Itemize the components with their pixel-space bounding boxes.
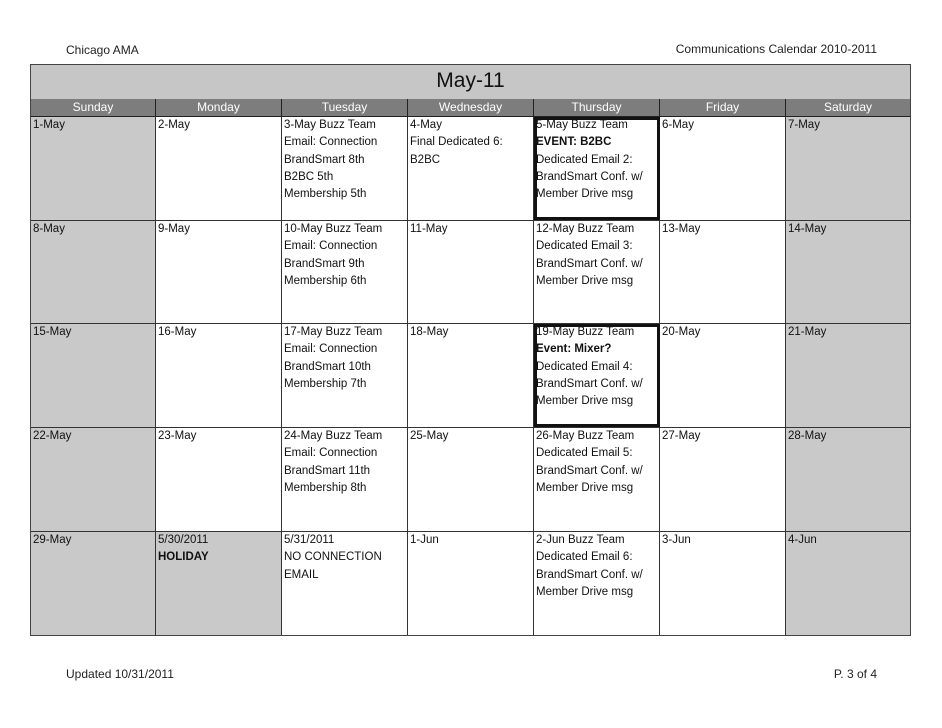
day-date-label: 22-May <box>33 430 72 442</box>
day-entry-line: EVENT: B2BC <box>536 136 612 149</box>
day-cell <box>31 221 156 323</box>
week-row <box>31 532 910 635</box>
day-entry-line: Dedicated Email 6: <box>536 551 633 564</box>
day-entry-line: Dedicated Email 4: <box>536 360 633 373</box>
page-number: P. 3 of 4 <box>833 667 877 681</box>
day-cell <box>156 532 282 635</box>
day-entry-line: B2BC 5th <box>284 170 334 183</box>
day-date-label: 26-May Buzz Team <box>536 430 635 442</box>
day-date-label: 4-May <box>410 119 442 131</box>
day-entry-line: NO CONNECTION <box>284 551 382 564</box>
calendar-grid <box>30 64 911 636</box>
day-date-label: 6-May <box>662 119 694 131</box>
day-entry-line: Final Dedicated 6: <box>410 136 503 149</box>
weeks-container <box>31 117 910 635</box>
day-date-label: 5/31/2011 <box>284 534 335 546</box>
day-date-label: 3-May Buzz Team <box>284 119 376 131</box>
day-date-label: 20-May <box>662 326 701 338</box>
day-entry-line: Member Drive msg <box>536 274 634 287</box>
day-entry-line: Dedicated Email 5: <box>536 447 633 460</box>
month-title: May-11 <box>436 69 505 92</box>
day-cell <box>660 117 786 220</box>
day-date-label: 7-May <box>788 119 820 131</box>
day-date-label: 1-May <box>33 119 65 131</box>
day-cell <box>534 532 660 635</box>
day-cell <box>786 532 910 635</box>
day-cell <box>156 221 282 323</box>
day-cell <box>660 532 786 635</box>
day-entry-line: HOLIDAY <box>158 551 209 564</box>
day-entry-line: Event: Mixer? <box>536 343 612 356</box>
day-entry-line: BrandSmart 10th <box>284 360 371 373</box>
day-cell <box>408 117 534 220</box>
day-date-label: 28-May <box>788 430 827 442</box>
day-date-label: 23-May <box>158 430 197 442</box>
week-row <box>31 324 910 428</box>
day-entry-line: Membership 6th <box>284 274 367 287</box>
day-date-label: 11-May <box>410 223 448 235</box>
day-cell <box>786 221 910 323</box>
day-date-label: 29-May <box>33 534 72 546</box>
day-entry-line: EMAIL <box>284 568 319 581</box>
day-cell <box>156 428 282 531</box>
day-date-label: 18-May <box>410 326 449 338</box>
day-date-label: 2-May <box>158 119 190 131</box>
day-entry-line: BrandSmart 11th <box>284 464 371 477</box>
weekday-sunday: Sunday <box>31 99 156 116</box>
day-date-label: 24-May Buzz Team <box>284 430 383 442</box>
day-date-label: 15-May <box>33 326 72 338</box>
day-cell <box>408 221 534 323</box>
day-date-label: 10-May Buzz Team <box>284 223 383 235</box>
day-cell-event <box>534 324 660 427</box>
day-date-label: 3-Jun <box>662 534 691 546</box>
month-header <box>31 65 910 100</box>
updated-date: Updated 10/31/2011 <box>66 667 174 681</box>
day-date-label: 5-May Buzz Team <box>536 119 628 131</box>
weekday-monday: Monday <box>156 99 282 116</box>
day-cell <box>31 117 156 220</box>
day-date-label: 21-May <box>788 326 827 338</box>
week-row <box>31 221 910 324</box>
day-entry-line: BrandSmart Conf. w/ <box>536 257 643 270</box>
day-cell <box>408 428 534 531</box>
day-cell <box>31 324 156 427</box>
day-entry-line: BrandSmart 8th <box>284 153 365 166</box>
day-entry-line: Email: Connection <box>284 136 378 149</box>
day-cell <box>282 532 408 635</box>
day-date-label: 9-May <box>158 223 190 235</box>
day-entry-line: Membership 8th <box>284 481 367 494</box>
day-entry-line: BrandSmart Conf. w/ <box>536 377 643 390</box>
day-entry-line: BrandSmart Conf. w/ <box>536 568 643 581</box>
weekday-tuesday: Tuesday <box>282 99 408 116</box>
day-entry-line: Dedicated Email 2: <box>536 153 633 166</box>
day-cell <box>534 428 660 531</box>
day-date-label: 13-May <box>662 223 701 235</box>
day-cell <box>786 428 910 531</box>
day-date-label: 4-Jun <box>788 534 817 546</box>
day-cell <box>534 221 660 323</box>
day-cell <box>282 221 408 323</box>
weekday-header-row <box>31 99 910 117</box>
day-date-label: 8-May <box>33 223 65 235</box>
day-cell <box>408 532 534 635</box>
day-entry-line: BrandSmart 9th <box>284 257 365 270</box>
day-date-label: 17-May Buzz Team <box>284 326 383 338</box>
week-row <box>31 428 910 532</box>
day-entry-line: Member Drive msg <box>536 188 634 201</box>
day-date-label: 5/30/2011 <box>158 534 209 546</box>
day-entry-line: BrandSmart Conf. w/ <box>536 464 643 477</box>
day-cell <box>786 324 910 427</box>
document-title: Communications Calendar 2010-2011 <box>675 42 877 56</box>
day-cell <box>282 324 408 427</box>
day-date-label: 12-May Buzz Team <box>536 223 635 235</box>
day-entry-line: Member Drive msg <box>536 395 634 408</box>
day-entry-line: BrandSmart Conf. w/ <box>536 170 643 183</box>
day-entry-line: Member Drive msg <box>536 481 634 494</box>
day-date-label: 19-May Buzz Team <box>536 326 635 338</box>
day-entry-line: Email: Connection <box>284 447 378 460</box>
day-cell <box>156 117 282 220</box>
day-cell-event <box>534 117 660 220</box>
organization-name: Chicago AMA <box>66 43 139 57</box>
day-date-label: 2-Jun Buzz Team <box>536 534 625 546</box>
day-cell <box>408 324 534 427</box>
day-cell <box>660 428 786 531</box>
weekday-friday: Friday <box>660 99 786 116</box>
day-entry-line: Membership 7th <box>284 377 367 390</box>
week-row <box>31 117 910 221</box>
day-cell <box>660 221 786 323</box>
day-date-label: 16-May <box>158 326 197 338</box>
day-date-label: 25-May <box>410 430 449 442</box>
day-cell <box>660 324 786 427</box>
weekday-thursday: Thursday <box>534 99 660 116</box>
day-cell <box>156 324 282 427</box>
day-entry-line: Email: Connection <box>284 343 378 356</box>
weekday-wednesday: Wednesday <box>408 99 534 116</box>
day-date-label: 27-May <box>662 430 701 442</box>
day-entry-line: Email: Connection <box>284 240 378 253</box>
day-cell <box>31 532 156 635</box>
day-cell <box>282 428 408 531</box>
day-entry-line: Membership 5th <box>284 188 367 201</box>
day-cell <box>31 428 156 531</box>
day-cell <box>786 117 910 220</box>
day-date-label: 1-Jun <box>410 534 439 546</box>
day-entry-line: Dedicated Email 3: <box>536 240 633 253</box>
day-entry-line: B2BC <box>410 153 441 166</box>
weekday-saturday: Saturday <box>823 100 873 114</box>
day-entry-line: Member Drive msg <box>536 585 634 598</box>
day-cell <box>282 117 408 220</box>
day-date-label: 14-May <box>788 223 827 235</box>
